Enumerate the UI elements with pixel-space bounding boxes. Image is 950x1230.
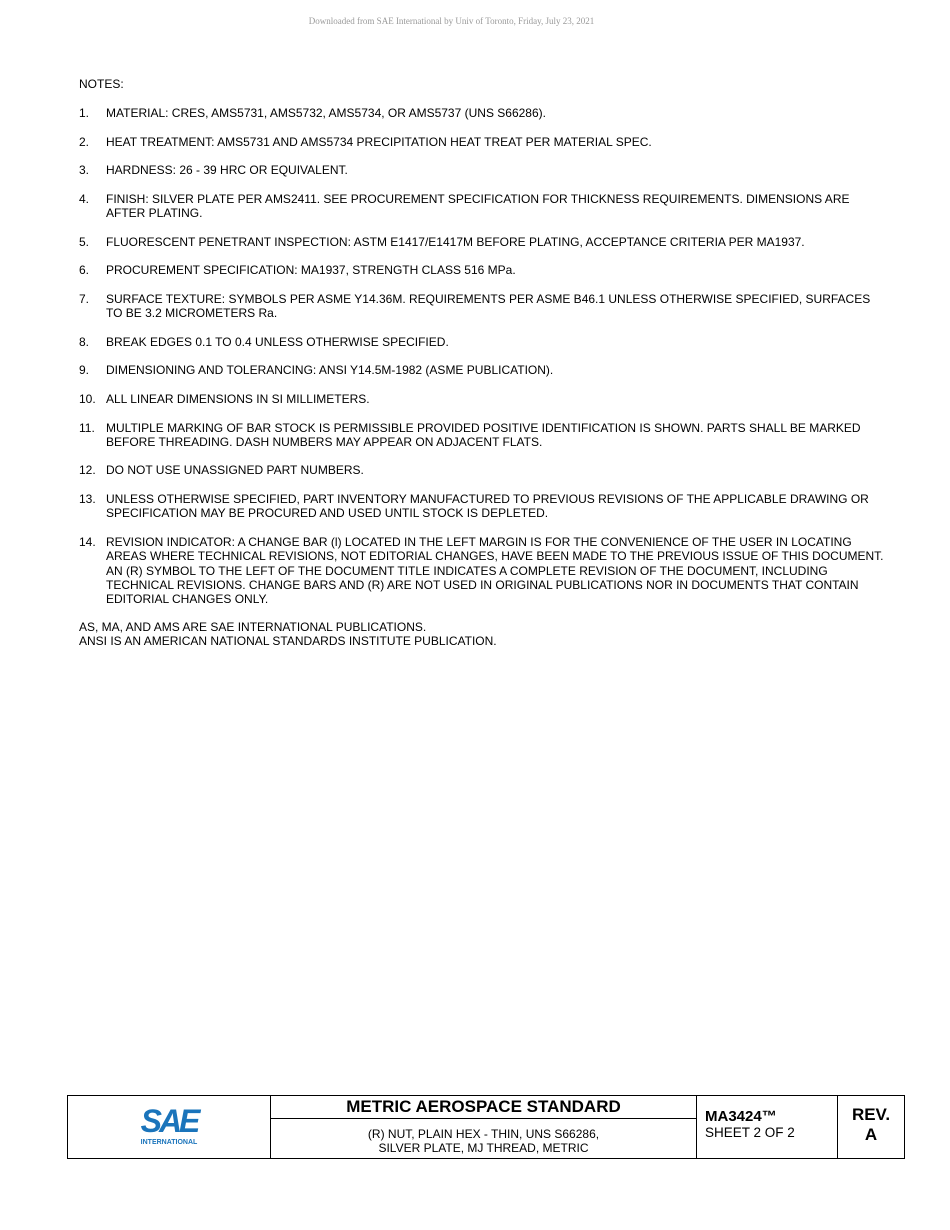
note-item [79, 463, 884, 477]
note-text: BREAK EDGES 0.1 TO 0.4 UNLESS OTHERWISE SPECIFIED. [106, 334, 449, 349]
notes-list [79, 106, 884, 621]
note-number: 8. [79, 334, 90, 349]
note-text: DIMENSIONING AND TOLERANCING: ANSI Y14.5M-1982 (ASME PUBLICATION). [106, 363, 554, 378]
note-number: 1. [79, 106, 90, 120]
note-text: DO NOT USE UNASSIGNED PART NUMBERS. [106, 463, 364, 478]
svg-text:INTERNATIONAL: INTERNATIONAL [140, 1139, 198, 1146]
note-number: 13. [79, 492, 96, 507]
note-number: 10. [79, 391, 96, 406]
svg-text:SAE: SAE [140, 1104, 198, 1139]
note-item [79, 421, 884, 450]
document-number-section [697, 1096, 838, 1158]
sae-logo-icon [136, 1104, 202, 1146]
revision-value: A [864, 1125, 878, 1144]
note-number: 5. [79, 234, 90, 249]
publication-notes [79, 620, 497, 649]
note-item [79, 235, 884, 249]
note-item [79, 192, 884, 221]
note-number: 4. [79, 191, 90, 206]
note-item [79, 335, 884, 349]
note-text: UNLESS OTHERWISE SPECIFIED, PART INVENTORY MANUFACTURED TO PREVIOUS REVISIONS OF THE APPLICABLE DRAWING OR SPECIFICATION MAY BE PROCURED AND USED UNTIL STOCK IS DEPLETED. [106, 492, 869, 521]
note-item [79, 535, 884, 606]
note-item [79, 292, 884, 321]
revision-label: REV. [851, 1105, 891, 1124]
note-number: 3. [79, 163, 90, 178]
note-number: 12. [79, 463, 96, 478]
note-text: FLUORESCENT PENETRANT INSPECTION: ASTM E1417/E1417M BEFORE PLATING, ACCEPTANCE CRITERIA PER MA1937. [106, 234, 805, 249]
part-title-line1: (R) NUT, PLAIN HEX - THIN, UNS S66286, [367, 1127, 600, 1141]
note-text: ALL LINEAR DIMENSIONS IN SI MILLIMETERS. [106, 391, 370, 406]
note-number: 9. [79, 363, 90, 378]
note-text: FINISH: SILVER PLATE PER AMS2411. SEE PROCUREMENT SPECIFICATION FOR THICKNESS REQUIREMENTS. DIMENSIONS ARE AFTER PLATING. [106, 191, 850, 221]
part-title [271, 1119, 696, 1158]
note-text: SURFACE TEXTURE: SYMBOLS PER ASME Y14.36M. REQUIREMENTS PER ASME B46.1 UNLESS OTHERWISE SPECIFIED, SURFACES TO BE 3.2 MICROMETERS Ra. [106, 291, 871, 321]
note-text: HEAT TREATMENT: AMS5731 AND AMS5734 PRECIPITATION HEAT TREAT PER MATERIAL SPEC. [106, 134, 652, 149]
note-text: MATERIAL: CRES, AMS5731, AMS5732, AMS5734, OR AMS5737 (UNS S66286). [106, 106, 546, 120]
note-item [79, 135, 884, 149]
notes-heading: NOTES: [79, 77, 124, 91]
note-number: 11. [79, 420, 95, 435]
note-item [79, 363, 884, 377]
note-item [79, 263, 884, 277]
download-watermark: Downloaded from SAE International by Univ of Toronto, Friday, July 23, 2021 [308, 16, 595, 26]
note-item [79, 106, 884, 120]
note-text: REVISION INDICATOR: A CHANGE BAR (l) LOCATED IN THE LEFT MARGIN IS FOR THE CONVENIENCE OF THE USER IN LOCATING AREAS WHERE TECHNICAL REVISIONS, NOT EDITORIAL CHANGES, HAVE BEEN MADE TO THE PREVIOUS ISSUE OF THIS DOCUMENT. AN (R) SYMBOL TO THE LEFT OF THE DOCUMENT TITLE INDICATES A COMPLETE REVISION OF THE DOCUMENT, INCLUDING TECHNICAL REVISIONS. CHANGE BARS AND (R) ARE NOT USED IN ORIGINAL PUBLICATIONS NOR IN DOCUMENTS THAT CONTAIN EDITORIAL CHANGES ONLY. [106, 534, 884, 607]
note-text: HARDNESS: 26 - 39 HRC OR EQUIVALENT. [106, 163, 348, 178]
publication-note-ansi: ANSI IS AN AMERICAN NATIONAL STANDARDS INSTITUTE PUBLICATION. [79, 634, 497, 649]
note-number: 14. [79, 534, 96, 549]
note-item [79, 492, 884, 521]
note-item [79, 392, 884, 406]
note-number: 2. [79, 134, 90, 149]
note-text: MULTIPLE MARKING OF BAR STOCK IS PERMISSIBLE PROVIDED POSITIVE IDENTIFICATION IS SHOWN. PARTS SHALL BE MARKED BEFORE THREADING. DASH NUMBERS MAY APPEAR ON ADJACENT FLATS. [106, 420, 861, 449]
sae-logo [68, 1096, 271, 1158]
document-number: MA3424™ [705, 1108, 777, 1125]
title-block [67, 1095, 905, 1159]
revision-section [838, 1096, 904, 1158]
standard-title: METRIC AEROSPACE STANDARD [271, 1096, 696, 1119]
part-title-line2: SILVER PLATE, MJ THREAD, METRIC [378, 1141, 589, 1155]
sheet-number: SHEET 2 OF 2 [705, 1125, 795, 1140]
note-text: PROCUREMENT SPECIFICATION: MA1937, STRENGTH CLASS 516 MPa. [106, 263, 516, 278]
note-number: 7. [79, 291, 90, 306]
title-section [271, 1096, 697, 1158]
publication-note-sae: AS, MA, AND AMS ARE SAE INTERNATIONAL PUBLICATIONS. [79, 620, 427, 634]
note-number: 6. [79, 263, 90, 278]
note-item [79, 163, 884, 177]
